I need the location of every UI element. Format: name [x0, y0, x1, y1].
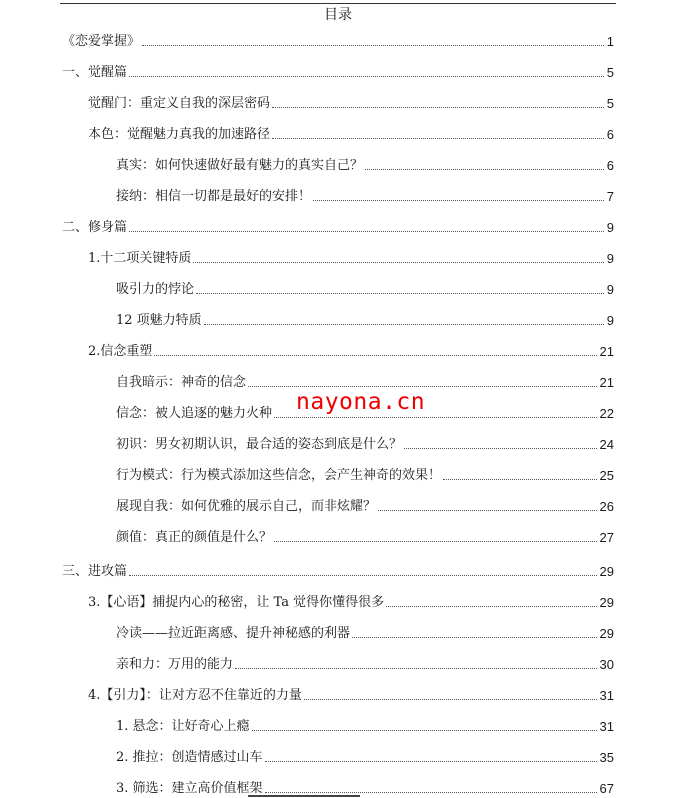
dot-leader — [365, 168, 604, 170]
dot-leader — [386, 605, 596, 607]
toc-entry-first-meeting[interactable] — [116, 434, 614, 454]
toc-entry-text: 三、进攻篇 — [62, 564, 128, 579]
toc-entry-text: 2. 推拉：创造情感过山车 — [116, 750, 263, 765]
toc-entry-text: 行为模式：行为模式添加这些信念，会产生神奇的效果！ — [116, 468, 442, 483]
toc-entry-screening[interactable] — [116, 778, 614, 798]
toc-entry-text: 亲和力：万用的能力 — [116, 657, 234, 672]
toc-entry-true-color[interactable] — [88, 124, 614, 144]
toc-page-number: 29 — [599, 595, 614, 610]
dot-leader — [129, 230, 604, 232]
dot-leader — [252, 729, 597, 731]
toc-page-number: 31 — [599, 688, 614, 703]
toc-entry-text: 展现自我：如何优雅的展示自己，而非炫耀？ — [116, 499, 377, 514]
toc-page-number: 9 — [606, 220, 614, 235]
toc-page-number: 27 — [599, 530, 614, 545]
dot-leader — [313, 199, 604, 201]
toc-entry-awakening-gate[interactable] — [88, 93, 614, 113]
dot-leader — [235, 667, 597, 669]
toc-entry-text: 自我暗示：神奇的信念 — [116, 375, 247, 390]
toc-entry-text: 接纳：相信一切都是最好的安排！ — [116, 189, 312, 204]
toc-page-number: 67 — [599, 781, 614, 796]
toc-entry-text: 2.信念重塑 — [88, 344, 153, 359]
toc-entry-heart-language[interactable] — [88, 592, 614, 612]
toc-entry-looks[interactable] — [116, 527, 614, 547]
toc-page-number: 26 — [599, 499, 614, 514]
dot-leader — [265, 791, 597, 793]
toc-entry-push-pull[interactable] — [116, 747, 614, 767]
dot-leader — [352, 636, 597, 638]
toc-page-number: 5 — [606, 96, 614, 111]
toc-page-number: 21 — [599, 344, 614, 359]
toc-entry-text: 《恋爱掌握》 — [62, 34, 141, 49]
dot-leader — [272, 106, 604, 108]
toc-entry-book-title[interactable] — [62, 31, 614, 51]
toc-page-number: 7 — [606, 189, 614, 204]
dot-leader — [274, 540, 597, 542]
toc-entry-text: 初识：男女初期认识，最合适的姿态到底是什么？ — [116, 437, 403, 452]
toc-entry-gravity[interactable] — [88, 685, 614, 705]
toc-entry-text: 吸引力的悖论 — [116, 282, 195, 297]
toc-entry-text: 12 项魅力特质 — [116, 313, 202, 328]
dot-leader — [248, 385, 597, 387]
toc-page-number: 6 — [606, 127, 614, 142]
toc-entry-cold-reading[interactable] — [116, 623, 614, 643]
toc-page-number: 22 — [599, 406, 614, 421]
toc-entry-text: 3. 筛选：建立高价值框架 — [116, 781, 263, 796]
dot-leader — [274, 416, 597, 418]
dot-leader — [154, 354, 596, 356]
toc-page-number: 5 — [606, 65, 614, 80]
toc-entry-text: 信念：被人追逐的魅力火种 — [116, 406, 273, 421]
toc-entry-text: 1.十二项关键特质 — [88, 251, 192, 266]
toc-title: 目录 — [324, 7, 352, 23]
toc-entry-text: 觉醒门：重定义自我的深层密码 — [88, 96, 271, 111]
dot-leader — [404, 447, 597, 449]
toc-page-number: 1 — [606, 34, 614, 49]
toc-entry-belief[interactable] — [116, 403, 614, 423]
dot-leader — [196, 292, 604, 294]
toc-entry-attraction-paradox[interactable] — [116, 279, 614, 299]
toc-entry-text: 真实：如何快速做好最有魅力的真实自己？ — [116, 158, 364, 173]
toc-page-number: 24 — [599, 437, 614, 452]
dot-leader — [142, 44, 604, 46]
dot-leader — [265, 760, 597, 762]
toc-page-number: 9 — [606, 282, 614, 297]
toc-page-number: 9 — [606, 251, 614, 266]
toc-page-number: 9 — [606, 313, 614, 328]
toc-entry-suspense[interactable] — [116, 716, 614, 736]
toc-entry-text: 3.【心语】捕捉内心的秘密，让 Ta 觉得你懂得很多 — [88, 595, 385, 610]
dot-leader — [304, 698, 597, 700]
toc-entry-authenticity[interactable] — [116, 155, 614, 175]
toc-page-number: 6 — [606, 158, 614, 173]
toc-entry-twelve-traits[interactable] — [88, 248, 614, 268]
toc-page-number: 29 — [599, 626, 614, 641]
toc-entry-self-cultivation[interactable] — [62, 217, 614, 237]
toc-entry-text: 冷读——拉近距离感、提升神秘感的利器 — [116, 626, 351, 641]
dot-leader — [129, 75, 604, 77]
toc-entry-text: 一、觉醒篇 — [62, 65, 128, 80]
dot-leader — [129, 574, 597, 576]
toc-entry-affinity[interactable] — [116, 654, 614, 674]
toc-entry-self-presentation[interactable] — [116, 496, 614, 516]
toc-entry-text: 颜值：真正的颜值是什么？ — [116, 530, 273, 545]
toc-page-number: 31 — [599, 719, 614, 734]
toc-entry-text: 1. 悬念：让好奇心上瘾 — [116, 719, 250, 734]
toc-entry-text: 二、修身篇 — [62, 220, 128, 235]
top-rule — [60, 3, 616, 4]
toc-entry-awakening[interactable] — [62, 62, 614, 82]
toc-page-number: 29 — [599, 564, 614, 579]
watermark-text: nayona.cn — [296, 389, 426, 415]
toc-entry-charm-traits[interactable] — [116, 310, 614, 330]
bottom-rule — [248, 795, 360, 797]
toc-entry-offense[interactable] — [62, 561, 614, 581]
toc-page-number: 25 — [599, 468, 614, 483]
toc-entry-acceptance[interactable] — [116, 186, 614, 206]
toc-entry-text: 本色：觉醒魅力真我的加速路径 — [88, 127, 271, 142]
dot-leader — [193, 261, 603, 263]
dot-leader — [443, 478, 597, 480]
dot-leader — [272, 137, 604, 139]
toc-page-number: 21 — [599, 375, 614, 390]
dot-leader — [378, 509, 597, 511]
toc-entry-behavior-pattern[interactable] — [116, 465, 614, 485]
toc-entry-text: 4.【引力】：让对方忍不住靠近的力量 — [88, 688, 302, 703]
toc-entry-self-suggestion[interactable] — [116, 372, 614, 392]
toc-entry-belief-reshaping[interactable] — [88, 341, 614, 361]
toc-page-number: 30 — [599, 657, 614, 672]
dot-leader — [204, 323, 604, 325]
toc-page-number: 35 — [599, 750, 614, 765]
